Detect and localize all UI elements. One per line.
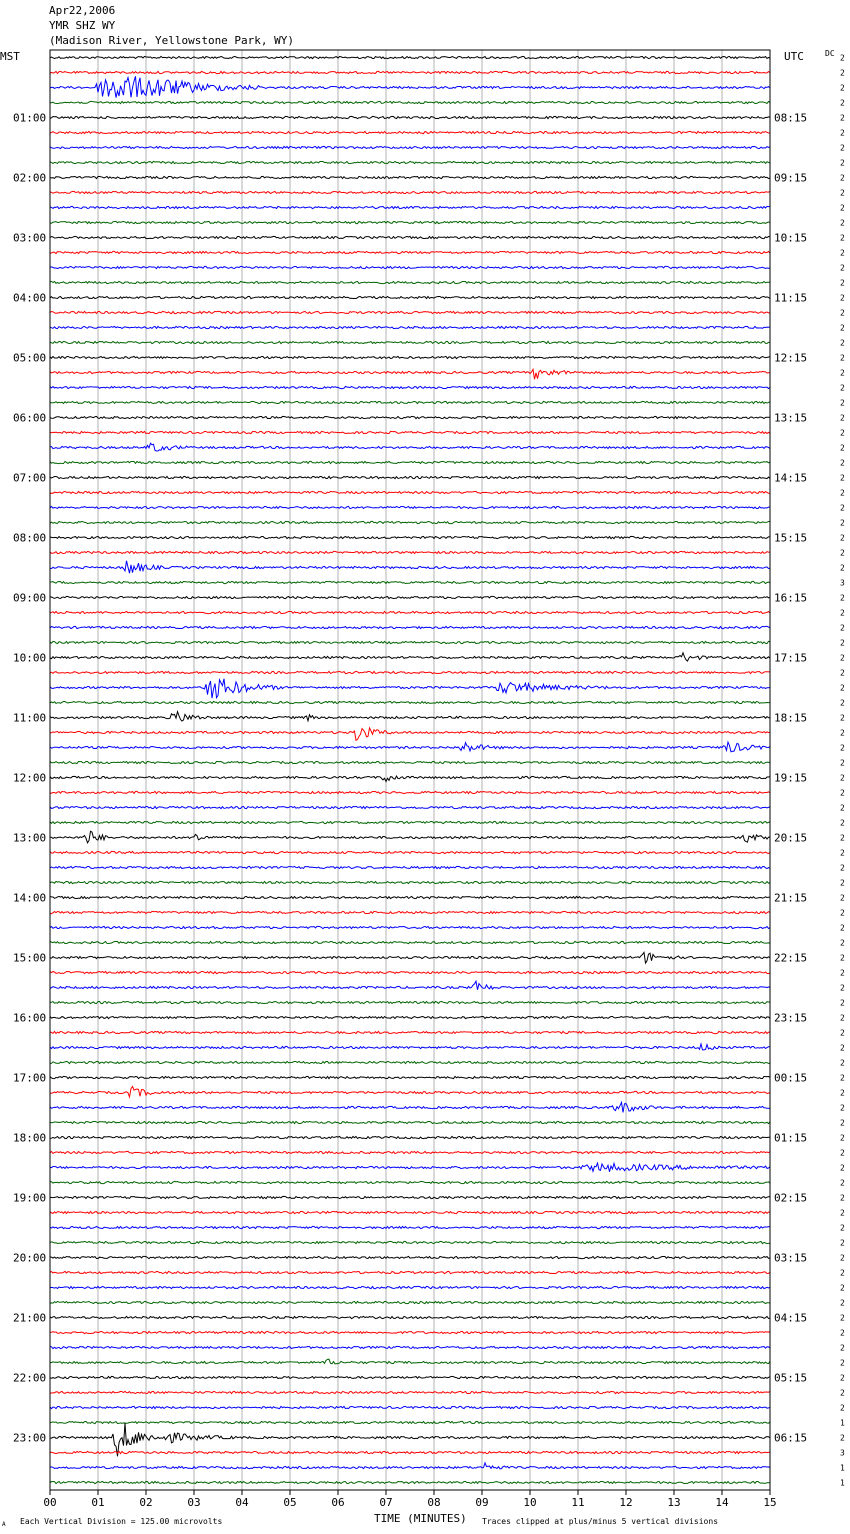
dc-offset-88: 2 (840, 1373, 845, 1383)
trace-56 (50, 896, 770, 898)
x-tick-label-07: 07 (379, 1496, 393, 1509)
dc-offset-47: 2 (840, 758, 845, 768)
x-tick-label-04: 04 (235, 1496, 249, 1509)
trace-33 (50, 551, 770, 553)
x-tick-label-12: 12 (619, 1496, 633, 1509)
dc-offset-20: 2 (840, 353, 845, 363)
trace-28 (50, 476, 770, 478)
x-tick-label-01: 01 (91, 1496, 105, 1509)
right-hour-label: 00:15 (774, 1071, 808, 1085)
trace-57 (50, 911, 770, 913)
trace-5 (50, 131, 770, 133)
dc-offset-45: 2 (840, 728, 845, 738)
x-tick-label-09: 09 (475, 1496, 489, 1509)
dc-offset-64: 2 (840, 1013, 845, 1023)
dc-offset-87: 2 (840, 1358, 845, 1368)
trace-14 (50, 266, 770, 268)
dc-offset-58: 2 (840, 923, 845, 933)
x-tick-label-03: 03 (187, 1496, 201, 1509)
trace-45 (50, 728, 770, 741)
trace-74 (50, 1163, 770, 1172)
trace-76 (50, 1196, 770, 1198)
trace-91 (50, 1421, 770, 1423)
dc-offset-46: 2 (840, 743, 845, 753)
dc-offset-15: 2 (840, 278, 845, 288)
dc-offset-69: 2 (840, 1088, 845, 1098)
left-timezone-label: MST (0, 50, 20, 63)
dc-offset-21: 2 (840, 368, 845, 378)
x-tick-label-02: 02 (139, 1496, 153, 1509)
trace-42 (50, 679, 770, 699)
x-tick-label-15: 15 (763, 1496, 777, 1509)
trace-60 (50, 952, 770, 963)
trace-52 (50, 831, 770, 843)
dc-offset-70: 2 (840, 1103, 845, 1113)
left-hour-label: 23:00 (13, 1431, 47, 1445)
dc-offset-76: 2 (840, 1193, 845, 1203)
trace-89 (50, 1391, 770, 1393)
left-hour-label: 20:00 (13, 1251, 47, 1265)
trace-48 (50, 776, 770, 782)
dc-offset-22: 2 (840, 383, 845, 393)
trace-3 (50, 101, 770, 103)
right-hour-label: 23:15 (774, 1011, 808, 1025)
trace-75 (50, 1181, 770, 1183)
trace-81 (50, 1271, 770, 1273)
dc-offset-52: 2 (840, 833, 845, 843)
trace-37 (50, 611, 770, 613)
trace-25 (50, 431, 770, 433)
trace-85 (50, 1331, 770, 1333)
dc-offset-24: 2 (840, 413, 845, 423)
dc-offset-85: 2 (840, 1328, 845, 1338)
right-hour-label: 09:15 (774, 171, 808, 185)
left-hour-label: 13:00 (13, 831, 47, 845)
dc-offset-59: 2 (840, 938, 845, 948)
dc-offset-94: 1 (840, 1463, 845, 1473)
dc-offset-51: 2 (840, 818, 845, 828)
trace-94 (50, 1463, 770, 1469)
dc-offset-93: 3 (840, 1448, 845, 1458)
dc-offset-42: 2 (840, 683, 845, 693)
trace-46 (50, 742, 770, 752)
right-hour-label: 21:15 (774, 891, 808, 905)
right-hour-label: 17:15 (774, 651, 808, 665)
trace-11 (50, 221, 770, 223)
trace-31 (50, 521, 770, 523)
dc-offset-78: 2 (840, 1223, 845, 1233)
right-hour-label: 02:15 (774, 1191, 808, 1205)
left-hour-label: 05:00 (13, 351, 47, 365)
dc-offset-0: 2 (840, 53, 845, 63)
left-hour-label: 14:00 (13, 891, 47, 905)
dc-offset-55: 2 (840, 878, 845, 888)
x-tick-label-08: 08 (427, 1496, 441, 1509)
dc-offset-14: 2 (840, 263, 845, 273)
trace-18 (50, 326, 770, 328)
trace-43 (50, 701, 770, 703)
dc-offset-90: 2 (840, 1403, 845, 1413)
dc-offset-91: 1 (840, 1418, 845, 1428)
scale-note: Each Vertical Division = 125.00 microvolts (20, 1517, 223, 1526)
x-tick-label-06: 06 (331, 1496, 345, 1509)
x-tick-label-13: 13 (667, 1496, 681, 1509)
left-hour-label: 19:00 (13, 1191, 47, 1205)
trace-10 (50, 206, 770, 208)
trace-67 (50, 1061, 770, 1063)
dc-offset-81: 2 (840, 1268, 845, 1278)
trace-22 (50, 386, 770, 388)
trace-72 (50, 1136, 770, 1138)
dc-offset-12: 2 (840, 233, 845, 243)
dc-offset-79: 2 (840, 1238, 845, 1248)
right-hour-label: 16:15 (774, 591, 808, 605)
dc-offset-33: 2 (840, 548, 845, 558)
trace-68 (50, 1076, 770, 1078)
dc-offset-41: 2 (840, 668, 845, 678)
dc-offset-57: 2 (840, 908, 845, 918)
trace-7 (50, 161, 770, 163)
trace-51 (50, 821, 770, 823)
right-hour-label: 10:15 (774, 231, 808, 245)
dc-offset-89: 2 (840, 1388, 845, 1398)
trace-65 (50, 1031, 770, 1033)
x-tick-label-10: 10 (523, 1496, 537, 1509)
dc-offset-50: 2 (840, 803, 845, 813)
dc-offset-7: 2 (840, 158, 845, 168)
dc-offset-39: 2 (840, 638, 845, 648)
trace-93 (50, 1451, 770, 1453)
dc-offset-6: 2 (840, 143, 845, 153)
dc-offset-43: 2 (840, 698, 845, 708)
right-hour-label: 14:15 (774, 471, 808, 485)
trace-92 (50, 1423, 770, 1456)
trace-63 (50, 1001, 770, 1003)
trace-9 (50, 191, 770, 193)
dc-offset-9: 2 (840, 188, 845, 198)
axis-labels (13, 54, 845, 1510)
trace-47 (50, 761, 770, 763)
trace-34 (50, 561, 770, 573)
dc-offset-13: 2 (840, 248, 845, 258)
dc-offset-74: 2 (840, 1163, 845, 1173)
right-hour-label: 13:15 (774, 411, 808, 425)
right-hour-label: 08:15 (774, 111, 808, 125)
dc-offset-53: 2 (840, 848, 845, 858)
dc-offset-10: 2 (840, 203, 845, 213)
dc-offset-17: 2 (840, 308, 845, 318)
right-hour-label: 18:15 (774, 711, 808, 725)
left-hour-label: 15:00 (13, 951, 47, 965)
dc-offset-86: 2 (840, 1343, 845, 1353)
dc-offset-66: 2 (840, 1043, 845, 1053)
trace-26 (50, 443, 770, 451)
dc-offset-48: 2 (840, 773, 845, 783)
trace-30 (50, 506, 770, 508)
trace-32 (50, 536, 770, 538)
dc-offset-32: 2 (840, 533, 845, 543)
right-hour-label: 19:15 (774, 771, 808, 785)
left-hour-label: 21:00 (13, 1311, 47, 1325)
trace-79 (50, 1241, 770, 1243)
trace-49 (50, 791, 770, 793)
left-hour-label: 17:00 (13, 1071, 47, 1085)
trace-64 (50, 1016, 770, 1018)
dc-offset-71: 2 (840, 1118, 845, 1128)
dc-offset-27: 2 (840, 458, 845, 468)
trace-24 (50, 416, 770, 418)
trace-70 (50, 1102, 770, 1112)
dc-offset-11: 2 (840, 218, 845, 228)
left-hour-label: 11:00 (13, 711, 47, 725)
dc-offset-68: 2 (840, 1073, 845, 1083)
trace-16 (50, 296, 770, 298)
dc-offset-63: 2 (840, 998, 845, 1008)
trace-2 (50, 76, 770, 97)
left-hour-label: 03:00 (13, 231, 47, 245)
dc-offset-37: 2 (840, 608, 845, 618)
x-tick-label-11: 11 (571, 1496, 585, 1509)
dc-offset-62: 2 (840, 983, 845, 993)
trace-36 (50, 596, 770, 598)
right-hour-label: 06:15 (774, 1431, 808, 1445)
trace-54 (50, 866, 770, 868)
trace-44 (50, 712, 770, 722)
corner-mark: A (2, 1521, 6, 1528)
trace-90 (50, 1406, 770, 1408)
trace-23 (50, 401, 770, 403)
trace-58 (50, 926, 770, 928)
x-tick-label-14: 14 (715, 1496, 729, 1509)
left-hour-label: 07:00 (13, 471, 47, 485)
dc-offset-77: 2 (840, 1208, 845, 1218)
right-hour-label: 12:15 (774, 351, 808, 365)
dc-offset-34: 2 (840, 563, 845, 573)
trace-6 (50, 146, 770, 148)
trace-59 (50, 941, 770, 943)
dc-offset-84: 2 (840, 1313, 845, 1323)
dc-offset-18: 2 (840, 323, 845, 333)
right-hour-label: 04:15 (774, 1311, 808, 1325)
trace-84 (50, 1316, 770, 1318)
trace-71 (50, 1121, 770, 1123)
dc-offset-40: 2 (840, 653, 845, 663)
x-tick-label-05: 05 (283, 1496, 297, 1509)
trace-27 (50, 461, 770, 463)
dc-offset-36: 2 (840, 593, 845, 603)
left-hour-label: 10:00 (13, 651, 47, 665)
dc-offset-1: 2 (840, 68, 845, 78)
trace-1 (50, 71, 770, 73)
dc-offset-4: 2 (840, 113, 845, 123)
dc-offset-8: 2 (840, 173, 845, 183)
right-hour-label: 01:15 (774, 1131, 808, 1145)
right-hour-label: 11:15 (774, 291, 808, 305)
dc-offset-72: 2 (840, 1133, 845, 1143)
dc-offset-65: 2 (840, 1028, 845, 1038)
trace-4 (50, 116, 770, 118)
left-hour-label: 18:00 (13, 1131, 47, 1145)
trace-38 (50, 626, 770, 628)
trace-group (50, 56, 770, 1483)
dc-offset-29: 2 (840, 488, 845, 498)
right-hour-label: 05:15 (774, 1371, 808, 1385)
trace-77 (50, 1211, 770, 1213)
trace-12 (50, 236, 770, 238)
dc-offset-49: 2 (840, 788, 845, 798)
x-axis-label: TIME (MINUTES) (374, 1512, 467, 1525)
dc-offset-56: 2 (840, 893, 845, 903)
right-hour-label: 03:15 (774, 1251, 808, 1265)
dc-offset-25: 2 (840, 428, 845, 438)
dc-offset-75: 2 (840, 1178, 845, 1188)
trace-39 (50, 641, 770, 643)
right-hour-label: 15:15 (774, 531, 808, 545)
dc-offset-95: 1 (840, 1478, 845, 1488)
dc-offset-54: 2 (840, 863, 845, 873)
left-hour-label: 01:00 (13, 111, 47, 125)
date-label: Apr22,2006 (49, 4, 116, 17)
left-hour-label: 12:00 (13, 771, 47, 785)
trace-95 (50, 1481, 770, 1483)
clip-note: Traces clipped at plus/minus 5 vertical divisions (482, 1517, 719, 1526)
left-hour-label: 22:00 (13, 1371, 47, 1385)
trace-82 (50, 1286, 770, 1288)
dc-offset-23: 2 (840, 398, 845, 408)
dc-offset-31: 2 (840, 518, 845, 528)
right-hour-label: 20:15 (774, 831, 808, 845)
dc-offset-83: 2 (840, 1298, 845, 1308)
trace-50 (50, 806, 770, 808)
trace-80 (50, 1256, 770, 1258)
left-hour-label: 08:00 (13, 531, 47, 545)
trace-69 (50, 1086, 770, 1097)
left-hour-label: 02:00 (13, 171, 47, 185)
trace-35 (50, 581, 770, 583)
dc-offset-44: 2 (840, 713, 845, 723)
station-label: YMR SHZ WY (49, 19, 116, 32)
trace-55 (50, 881, 770, 883)
trace-0 (50, 56, 770, 58)
dc-offset-19: 2 (840, 338, 845, 348)
trace-66 (50, 1044, 770, 1050)
right-hour-label: 22:15 (774, 951, 808, 965)
dc-offset-16: 2 (840, 293, 845, 303)
trace-19 (50, 341, 770, 343)
trace-8 (50, 176, 770, 178)
dc-offset-28: 2 (840, 473, 845, 483)
dc-offset-2: 2 (840, 83, 845, 93)
left-hour-label: 16:00 (13, 1011, 47, 1025)
dc-offset-38: 2 (840, 623, 845, 633)
trace-73 (50, 1151, 770, 1153)
dc-offset-61: 2 (840, 968, 845, 978)
left-hour-label: 06:00 (13, 411, 47, 425)
dc-offset-60: 2 (840, 953, 845, 963)
trace-29 (50, 491, 770, 493)
right-timezone-label: UTC (784, 50, 804, 63)
left-hour-label: 09:00 (13, 591, 47, 605)
trace-13 (50, 251, 770, 253)
dc-offset-67: 2 (840, 1058, 845, 1068)
trace-88 (50, 1376, 770, 1378)
trace-15 (50, 281, 770, 283)
dc-offset-80: 2 (840, 1253, 845, 1263)
dc-offset-35: 3 (840, 578, 845, 588)
trace-21 (50, 369, 770, 379)
dc-label: DC (825, 49, 835, 58)
trace-62 (50, 981, 770, 990)
trace-53 (50, 851, 770, 853)
trace-78 (50, 1226, 770, 1228)
trace-17 (50, 311, 770, 313)
trace-87 (50, 1359, 770, 1364)
trace-20 (50, 356, 770, 358)
dc-offset-73: 2 (840, 1148, 845, 1158)
location-label: (Madison River, Yellowstone Park, WY) (49, 34, 295, 47)
trace-40 (50, 653, 770, 661)
trace-41 (50, 671, 770, 673)
x-tick-label-00: 00 (43, 1496, 57, 1509)
dc-offset-3: 2 (840, 98, 845, 108)
left-hour-label: 04:00 (13, 291, 47, 305)
dc-offset-26: 2 (840, 443, 845, 453)
dc-offset-5: 2 (840, 128, 845, 138)
trace-86 (50, 1346, 770, 1348)
trace-83 (50, 1301, 770, 1303)
dc-offset-82: 2 (840, 1283, 845, 1293)
dc-offset-30: 2 (840, 503, 845, 513)
dc-offset-92: 2 (840, 1433, 845, 1443)
trace-61 (50, 971, 770, 973)
